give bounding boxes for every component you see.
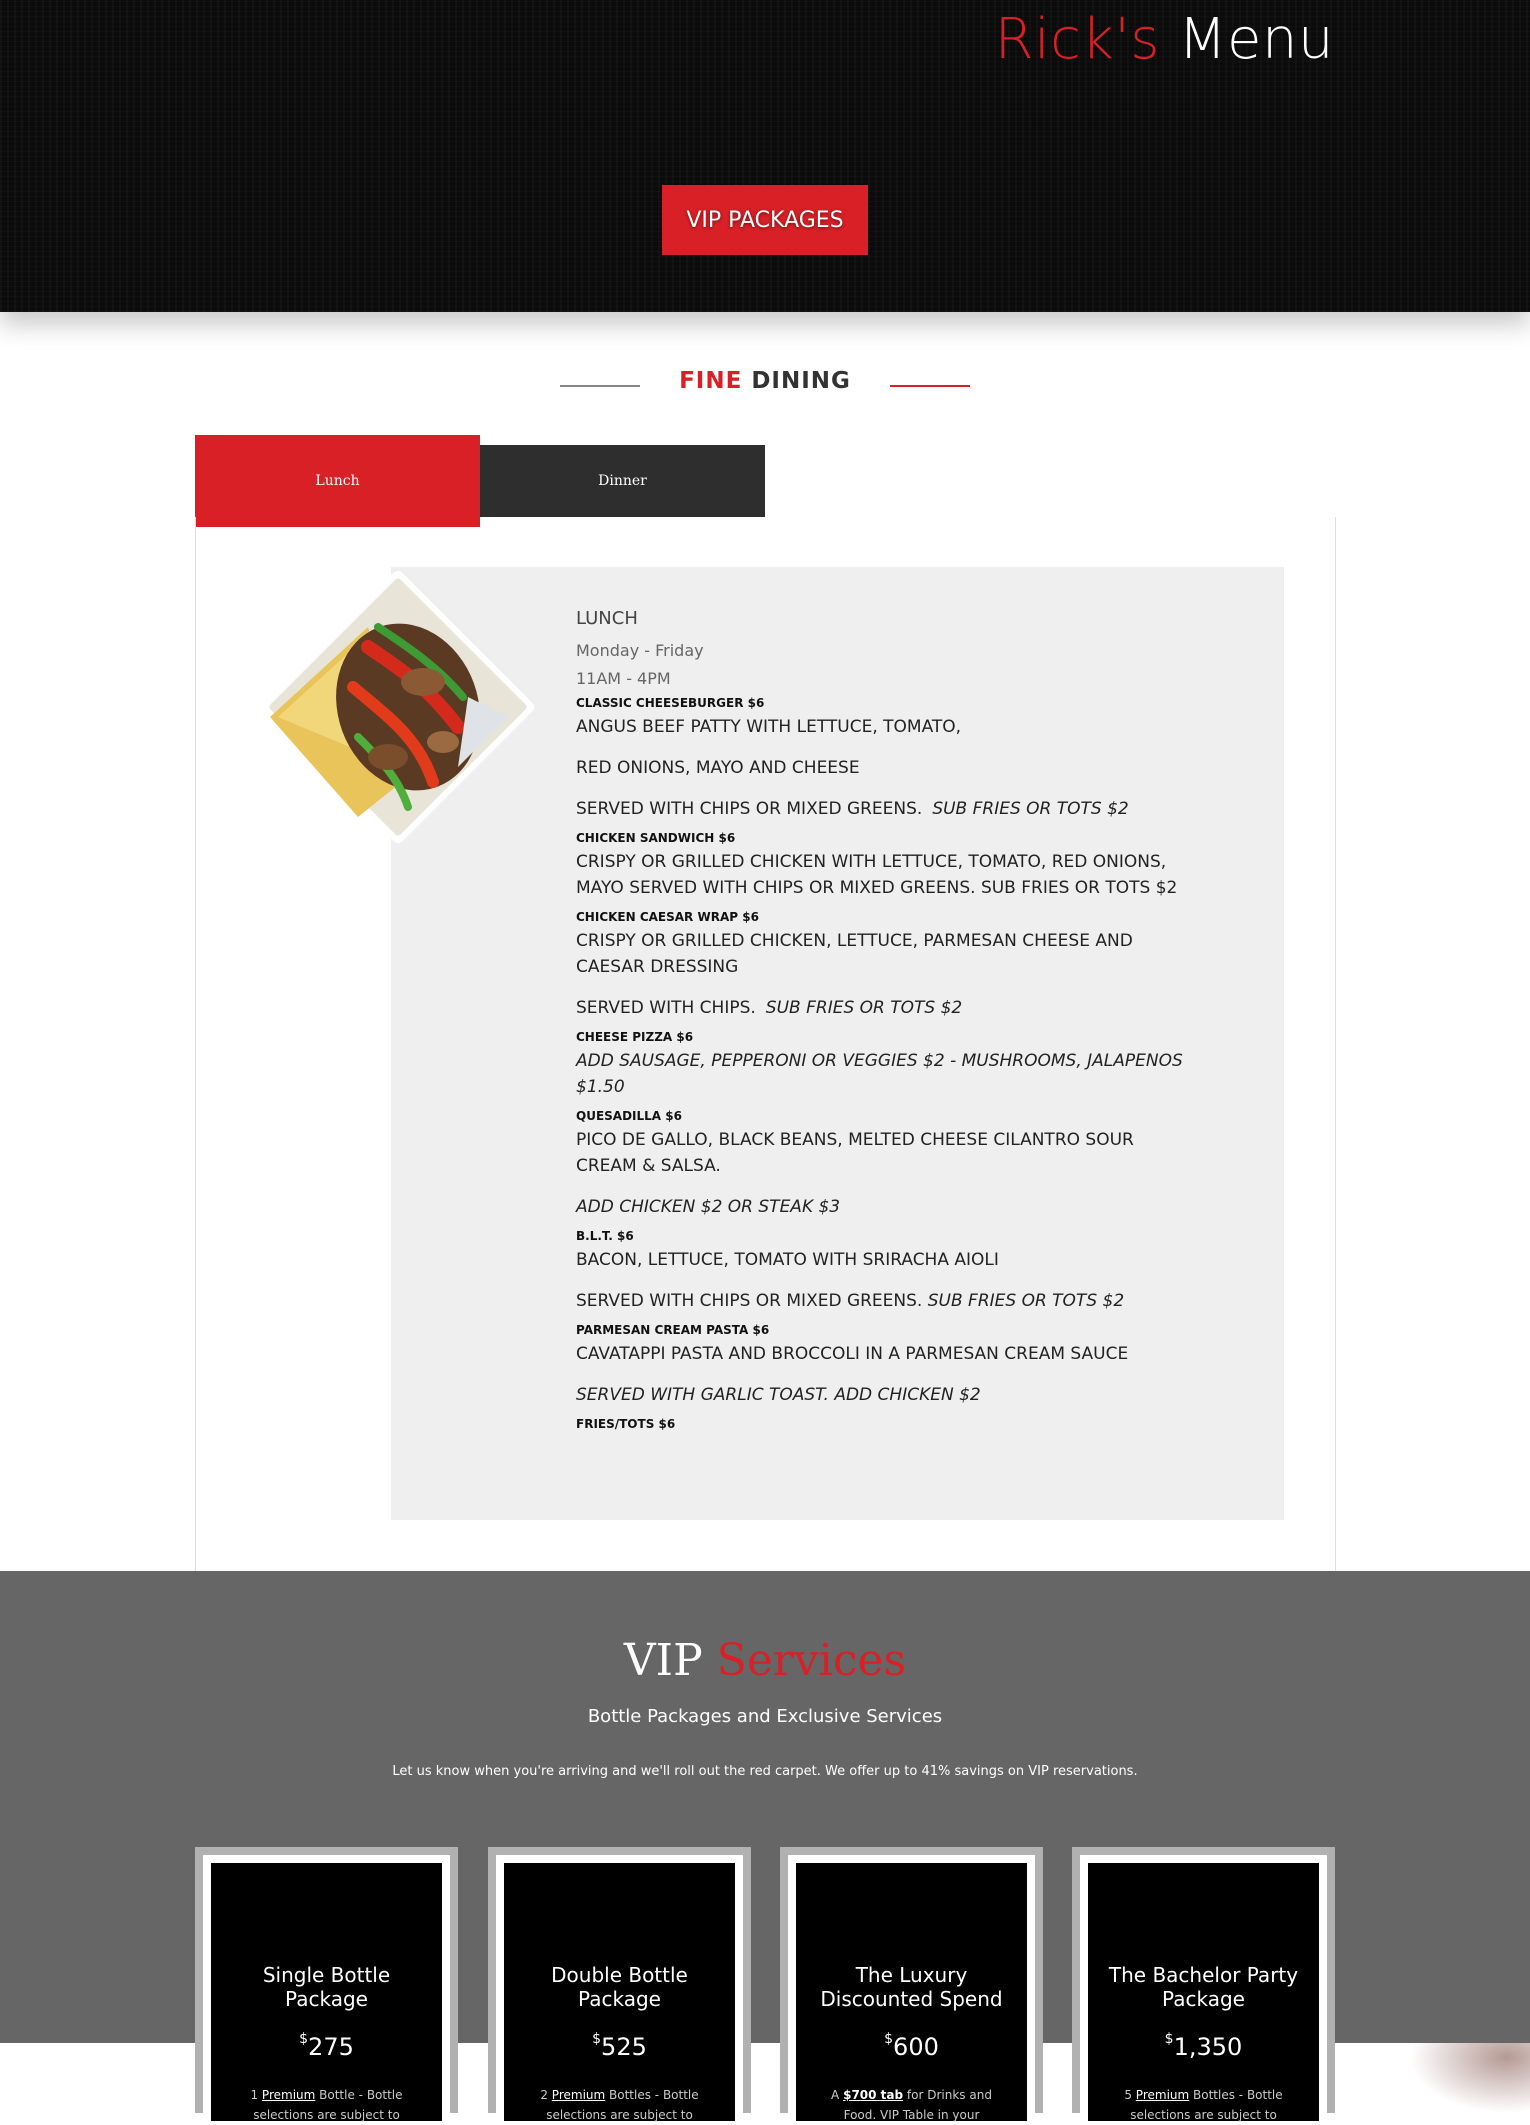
package-body [1088,1863,1319,2121]
served-text: SERVED WITH CHIPS OR MIXED GREENS. [576,799,923,819]
vip-title-part2: Services [716,1635,907,1686]
package-card[interactable] [195,1847,458,2122]
price-value: 275 [308,2033,354,2061]
note-prefix: 1 [250,2088,259,2102]
note-text: Bottles - Bottle selections are subject to [1130,2088,1283,2122]
addon-text: ADD SAUSAGE, PEPPERONI OR VEGGIES $2 - MUSHROOMS, JALAPENOS $1.50 [576,1051,1183,1097]
heading-divider-right [890,385,970,387]
package-body [796,1863,1027,2121]
package-price [211,2033,442,2061]
menu-item-desc: RED ONIONS, MAYO AND CHEESE [576,758,860,778]
vip-title-part1: VIP [623,1635,703,1686]
food-image-wrap [258,567,538,847]
menu-item-name: FRIES/TOTS $6 [576,1417,676,1431]
extra-text: SUB FRIES OR TOTS $2 [765,998,963,1018]
currency-symbol: $ [299,2031,309,2047]
title-word-dining: DINING [751,368,851,394]
premium-link[interactable]: Premium [551,2088,606,2102]
package-body [211,1863,442,2121]
menu-item-desc: PICO DE GALLO, BLACK BEANS, MELTED CHEESE CILANTRO SOUR CREAM & SALSA. [576,1130,1134,1176]
package-body [504,1863,735,2121]
section-title-fine-dining [640,368,890,394]
price-value: 600 [893,2033,939,2061]
note-prefix: 2 [540,2088,548,2102]
package-name: The Luxury Discounted Spend [820,1963,1003,2011]
menu-item-name: CHICKEN CAESAR WRAP $6 [576,910,759,924]
menu-item-name: CLASSIC CHEESEBURGER $6 [576,696,765,710]
package-note [1118,2085,1289,2125]
menu-item-name: QUESADILLA $6 [576,1109,682,1123]
menu-item-name: B.L.T. $6 [576,1229,634,1243]
package-note [534,2085,705,2125]
package-name: The Bachelor Party Package [1108,1963,1299,2011]
currency-symbol: $ [884,2031,894,2047]
heading-divider-left [560,385,640,387]
note-text: for Drinks and Food. VIP Table in your [843,2088,992,2122]
package-card[interactable] [488,1847,751,2122]
menu-item-desc [576,1048,1196,1100]
note-prefix: A [831,2088,840,2102]
package-name: Single Bottle Package [262,1963,391,2011]
vip-title [0,1635,1530,1686]
package-note [826,2085,997,2125]
menu-item-desc: ANGUS BEEF PATTY WITH LETTUCE, TOMATO, [576,717,962,737]
site-title [995,4,1334,76]
note-prefix: 5 [1124,2088,1132,2102]
vip-description: Let us know when you're arriving and we'll roll out the red carpet. We offer up to 41% savings on VIP reservations. [392,1764,1138,1779]
lunch-menu [576,608,1196,1435]
note-text: Bottles - Bottle selections are subject to [546,2088,699,2122]
currency-symbol: $ [1164,2031,1174,2047]
served-text: SERVED WITH CHIPS. [576,998,756,1018]
menu-item-desc: BACON, LETTUCE, TOMATO WITH SRIRACHA AIOLI [576,1250,999,1270]
price-value: 1,350 [1173,2033,1243,2061]
menu-item-served [576,1288,1196,1314]
menu-item-addon [576,1382,1196,1408]
menu-item-served [576,995,1196,1021]
hero-banner [0,0,1530,312]
menu-item-name: CHEESE PIZZA $6 [576,1030,694,1044]
extra-text: SUB FRIES OR TOTS $2 [932,799,1129,819]
package-price [796,2033,1027,2061]
package-card[interactable] [1072,1847,1335,2122]
menu-heading: LUNCH [576,608,638,629]
package-price [504,2033,735,2061]
premium-link[interactable]: Premium [1135,2088,1190,2102]
menu-item-desc: CRISPY OR GRILLED CHICKEN WITH LETTUCE, TOMATO, RED ONIONS, MAYO SERVED WITH CHIPS OR MIXED GREENS. SUB FRIES OR TOTS $2 [576,852,1178,898]
package-note [241,2085,412,2125]
package-name: Double Bottle Package [551,1963,688,2011]
premium-link[interactable]: Premium [261,2088,316,2102]
currency-symbol: $ [592,2031,602,2047]
decorative-blur [1410,2043,1530,2113]
tab-link[interactable]: $700 tab [843,2088,904,2102]
package-price [1088,2033,1319,2061]
menu-item-desc: CRISPY OR GRILLED CHICKEN, LETTUCE, PARMESAN CHEESE AND CAESAR DRESSING [576,931,1133,977]
menu-item-name: CHICKEN SANDWICH $6 [576,831,736,845]
note-text: Bottle - Bottle selections are subject to [253,2088,403,2122]
price-value: 525 [601,2033,647,2061]
package-card[interactable] [780,1847,1043,2122]
menu-item-desc: CAVATAPPI PASTA AND BROCCOLI IN A PARMESAN CREAM SAUCE [576,1344,1129,1364]
addon-text: ADD CHICKEN $2 OR STEAK $3 [576,1197,841,1217]
site-title-part2: Menu [1178,7,1334,72]
tab-lunch[interactable]: Lunch [195,435,480,527]
served-text: SERVED WITH CHIPS OR MIXED GREENS. [576,1291,923,1311]
tab-dinner[interactable]: Dinner [480,445,765,517]
extra-text: SUB FRIES OR TOTS $2 [927,1291,1125,1311]
site-title-part1: Rick's [994,7,1160,72]
menu-item-addon [576,1194,1196,1220]
menu-item-name: PARMESAN CREAM PASTA $6 [576,1323,770,1337]
menu-item-served [576,796,1196,822]
title-word-fine: FINE [679,368,743,394]
addon-text: SERVED WITH GARLIC TOAST. ADD CHICKEN $2 [576,1385,981,1405]
menu-hours: 11AM - 4PM [576,669,671,688]
menu-days: Monday - Friday [576,641,704,660]
vip-subtitle: Bottle Packages and Exclusive Services [587,1706,943,1727]
vip-packages-button[interactable]: VIP PACKAGES [662,185,868,255]
